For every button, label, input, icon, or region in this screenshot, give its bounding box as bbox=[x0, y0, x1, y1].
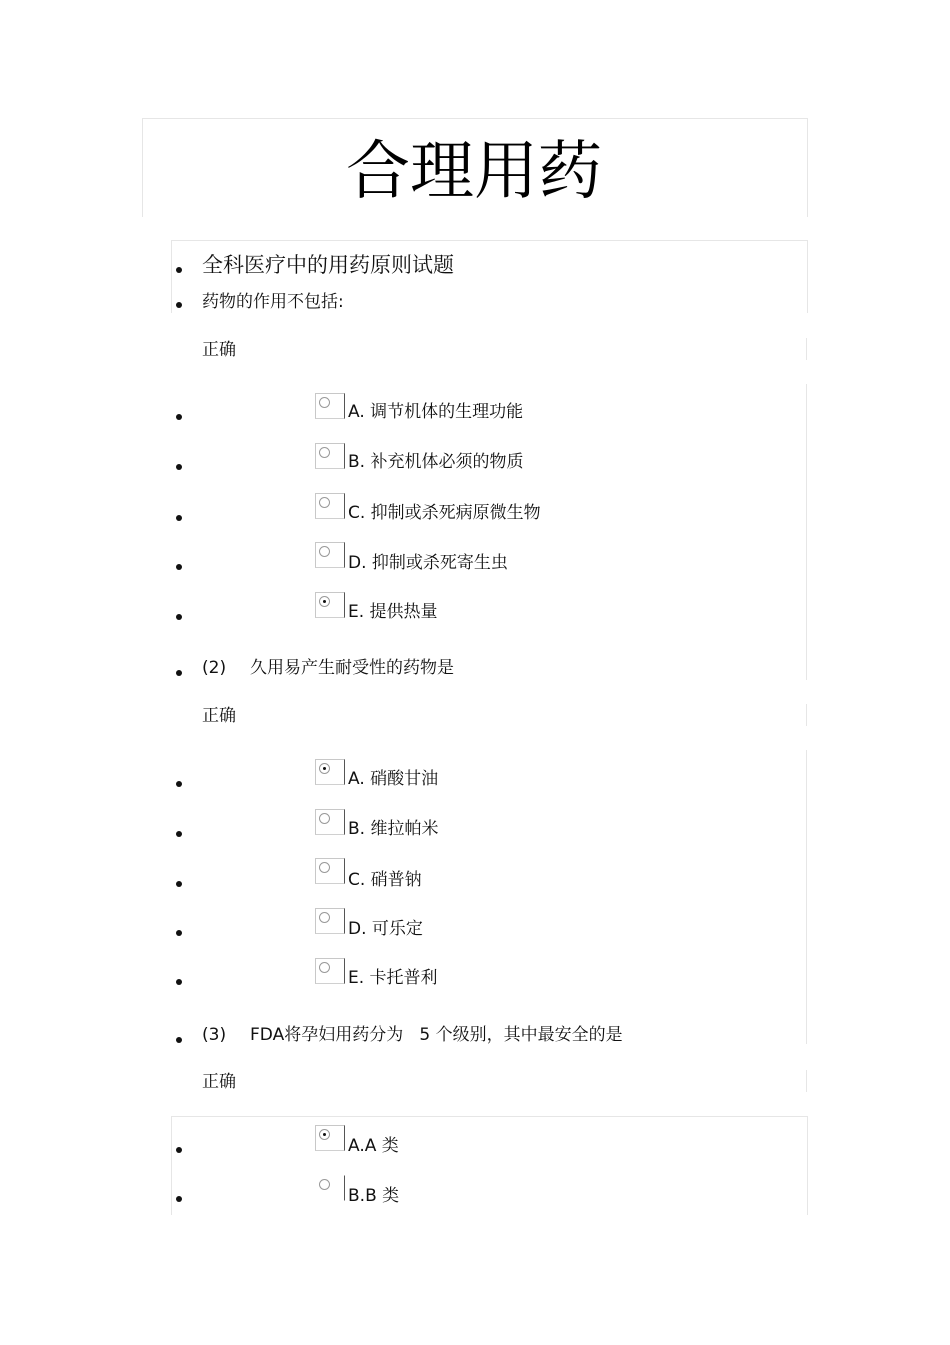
options-frame bbox=[171, 1116, 808, 1215]
options-frame bbox=[171, 384, 807, 680]
answer-status: 正确 bbox=[202, 706, 236, 726]
bullet bbox=[176, 302, 182, 308]
bullet bbox=[176, 564, 182, 570]
bullet bbox=[176, 670, 182, 676]
radio-q1-c[interactable] bbox=[315, 493, 345, 519]
option-label: C. 硝普钠 bbox=[348, 870, 422, 890]
radio-q3-a[interactable] bbox=[315, 1125, 345, 1151]
bullet bbox=[176, 831, 182, 837]
status-frame bbox=[171, 338, 807, 360]
option-label: A. 硝酸甘油 bbox=[348, 769, 439, 789]
answer-status: 正确 bbox=[202, 1072, 236, 1092]
radio-q2-a[interactable] bbox=[315, 759, 345, 785]
bullet bbox=[176, 1037, 182, 1043]
question-text: FDA将孕妇用药分为 5 个级别，其中最安全的是 bbox=[250, 1025, 623, 1045]
option-label: C. 抑制或杀死病原微生物 bbox=[348, 503, 541, 523]
radio-q2-b[interactable] bbox=[315, 809, 345, 835]
bullet bbox=[176, 464, 182, 470]
section-title: 全科医疗中的用药原则试题 bbox=[202, 253, 454, 277]
radio-q2-e[interactable] bbox=[315, 958, 345, 984]
question-text: 久用易产生耐受性的药物是 bbox=[250, 658, 454, 678]
option-label: B. 补充机体必须的物质 bbox=[348, 452, 524, 472]
bullet bbox=[176, 515, 182, 521]
status-frame bbox=[171, 1070, 807, 1092]
options-frame bbox=[171, 750, 807, 1044]
bullet bbox=[176, 1147, 182, 1153]
radio-q1-a[interactable] bbox=[315, 393, 345, 419]
option-label: A.A 类 bbox=[348, 1136, 399, 1156]
bullet bbox=[176, 881, 182, 887]
answer-status: 正确 bbox=[202, 340, 236, 360]
bullet bbox=[176, 614, 182, 620]
bullet bbox=[176, 1196, 182, 1202]
bullet bbox=[176, 781, 182, 787]
page-title: 合理用药 bbox=[346, 135, 602, 209]
radio-q2-d[interactable] bbox=[315, 908, 345, 934]
question-text: 药物的作用不包括: bbox=[202, 292, 344, 312]
option-label: D. 可乐定 bbox=[348, 919, 423, 939]
option-label: B.B 类 bbox=[348, 1186, 400, 1206]
radio-q1-b[interactable] bbox=[315, 443, 345, 469]
option-label: E. 卡托普利 bbox=[348, 968, 438, 988]
radio-q2-c[interactable] bbox=[315, 858, 345, 884]
radio-q3-b[interactable] bbox=[315, 1175, 345, 1201]
bullet bbox=[176, 979, 182, 985]
status-frame bbox=[171, 704, 807, 726]
bullet bbox=[176, 414, 182, 420]
question-number: (2) bbox=[202, 658, 227, 678]
bullet bbox=[176, 267, 182, 273]
bullet bbox=[176, 930, 182, 936]
option-label: E. 提供热量 bbox=[348, 602, 438, 622]
option-label: B. 维拉帕米 bbox=[348, 819, 439, 839]
option-label: D. 抑制或杀死寄生虫 bbox=[348, 553, 508, 573]
question-number: (3) bbox=[202, 1025, 227, 1045]
radio-q1-e[interactable] bbox=[315, 592, 345, 618]
option-label: A. 调节机体的生理功能 bbox=[348, 402, 524, 422]
radio-q1-d[interactable] bbox=[315, 542, 345, 568]
